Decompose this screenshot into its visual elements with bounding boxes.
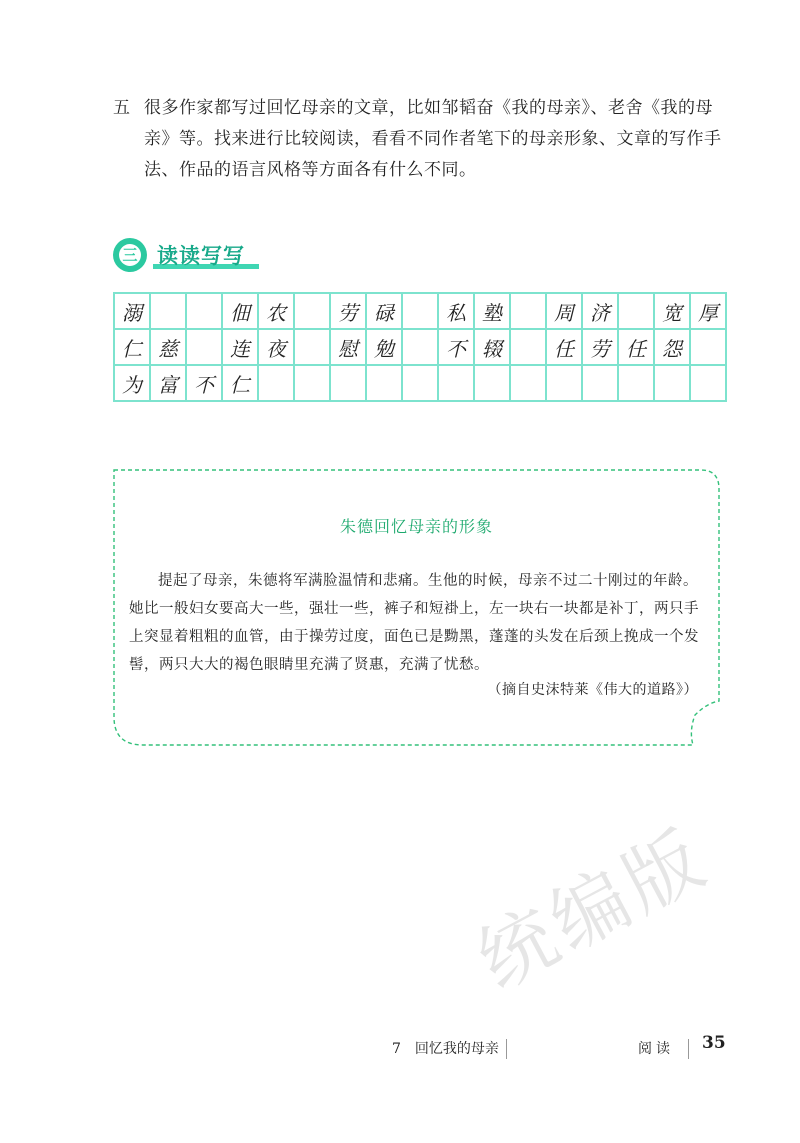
grid-cell [294, 293, 330, 329]
footer-chapter: 7 回忆我的母亲 [392, 1041, 499, 1057]
grid-cell: 仁 [222, 365, 258, 401]
grid-cell: 慰 [330, 329, 366, 365]
grid-cell: 怨 [654, 329, 690, 365]
grid-cell: 佃 [222, 293, 258, 329]
page-number: 35 [702, 1033, 726, 1053]
grid-cell: 仁 [114, 329, 150, 365]
grid-cell: 慈 [150, 329, 186, 365]
grid-cell [294, 329, 330, 365]
grid-cell [330, 365, 366, 401]
grid-cell: 任 [546, 329, 582, 365]
grid-cell [150, 293, 186, 329]
grid-cell [294, 365, 330, 401]
grid-cell: 不 [438, 329, 474, 365]
grid-cell [186, 329, 222, 365]
grid-cell [690, 365, 726, 401]
grid-cell [618, 365, 654, 401]
grid-cell: 碌 [366, 293, 402, 329]
grid-cell: 塾 [474, 293, 510, 329]
grid-cell [474, 365, 510, 401]
grid-cell [654, 365, 690, 401]
grid-cell [690, 329, 726, 365]
exercise-five [113, 93, 723, 186]
grid-cell: 农 [258, 293, 294, 329]
exercise-text: 很多作家都写过回忆母亲的文章，比如邹韬奋《我的母亲》、老舍《我的母亲》等。找来进行比较阅读，看看不同作者笔下的母亲形象、文章的写作手法、作品的语言风格等方面各有什么不同。 [144, 98, 722, 180]
grid-cell: 勉 [366, 329, 402, 365]
section-title: 读读写写 [157, 243, 245, 268]
reading-body: 提起了母亲，朱德将军满脸温情和悲痛。生他的时候，母亲不过二十刚过的年龄。她比一般妇女要高大一些，强壮一些，裤子和短褂上，左一块右一块都是补丁，两只手上突显着粗粗的血管，由于操劳过度，面色已是黝黑，蓬蓬的头发在后颈上挽成一个发髻，两只大大的褐色眼睛里充满了贤惠，充满了忧愁。 [129, 573, 699, 673]
grid-cell: 不 [186, 365, 222, 401]
grid-cell [366, 365, 402, 401]
grid-cell: 溺 [114, 293, 150, 329]
grid-row [114, 329, 726, 365]
grid-cell: 周 [546, 293, 582, 329]
grid-cell: 劳 [330, 293, 366, 329]
grid-row [114, 293, 726, 329]
grid-cell [402, 329, 438, 365]
grid-cell: 私 [438, 293, 474, 329]
grid-cell: 任 [618, 329, 654, 365]
grid-cell: 厚 [690, 293, 726, 329]
reading-title: 朱德回忆母亲的形象 [339, 517, 493, 536]
grid-cell [546, 365, 582, 401]
grid-cell [510, 329, 546, 365]
section-header [113, 234, 253, 274]
grid-cell [510, 365, 546, 401]
grid-cell [402, 293, 438, 329]
grid-cell [510, 293, 546, 329]
grid-cell [402, 365, 438, 401]
grid-cell: 济 [582, 293, 618, 329]
reading-source: （摘自史沫特莱《伟大的道路》） [487, 682, 698, 698]
grid-cell: 夜 [258, 329, 294, 365]
reading-box [113, 469, 720, 746]
grid-cell: 富 [150, 365, 186, 401]
section-number: 三 [119, 244, 141, 266]
footer-divider [688, 1039, 689, 1059]
grid-cell: 宽 [654, 293, 690, 329]
footer-section: 阅读 [638, 1041, 674, 1057]
exercise-number: 五 [113, 98, 131, 118]
grid-row [114, 365, 726, 401]
grid-cell [618, 293, 654, 329]
footer-divider [506, 1039, 507, 1059]
grid-cell [582, 365, 618, 401]
vocabulary-grid [113, 292, 727, 402]
grid-cell [438, 365, 474, 401]
grid-cell: 劳 [582, 329, 618, 365]
section-number-icon [113, 238, 147, 272]
grid-cell: 为 [114, 365, 150, 401]
grid-cell [186, 293, 222, 329]
grid-cell: 连 [222, 329, 258, 365]
grid-cell: 辍 [474, 329, 510, 365]
grid-cell [258, 365, 294, 401]
watermark: 统编版 [463, 811, 723, 1006]
